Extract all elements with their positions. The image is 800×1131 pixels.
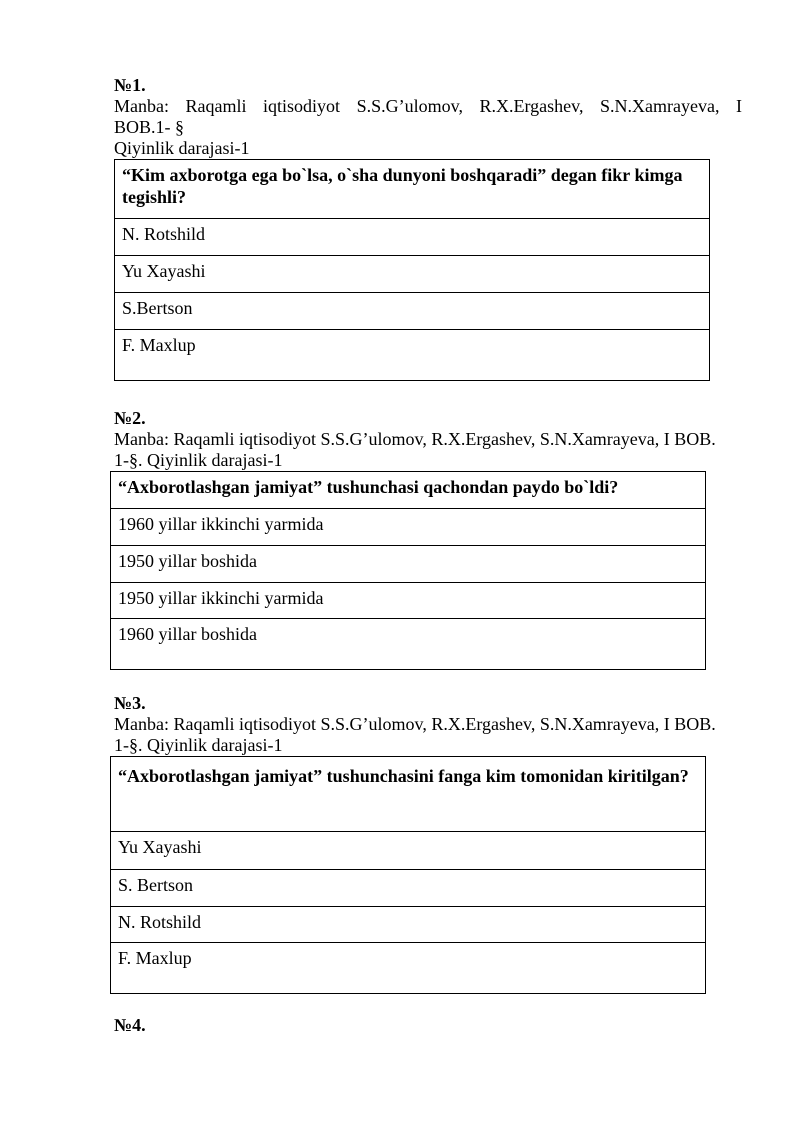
question-source bbox=[110, 714, 742, 756]
answer-option[interactable]: Yu Xayashi bbox=[115, 255, 709, 292]
answer-option[interactable]: S. Bertson bbox=[111, 869, 705, 906]
question-source bbox=[110, 429, 742, 471]
answer-option[interactable]: Yu Xayashi bbox=[111, 831, 705, 869]
answer-option[interactable]: N. Rotshild bbox=[111, 906, 705, 942]
question-text: “Axborotlashgan jamiyat” tushunchasi qachondan paydo bo`ldi? bbox=[118, 477, 619, 497]
answer-table bbox=[110, 756, 706, 994]
source-line: BOB.1- § bbox=[114, 117, 185, 137]
answer-table bbox=[110, 471, 706, 670]
answer-option[interactable]: 1960 yillar boshida bbox=[111, 618, 705, 669]
question-number: №4. bbox=[114, 1015, 146, 1035]
answer-option[interactable]: 1950 yillar boshida bbox=[111, 545, 705, 582]
difficulty-line: Qiyinlik darajasi-1 bbox=[114, 138, 250, 158]
question-block-2 bbox=[110, 408, 742, 670]
question-number: №2. bbox=[114, 408, 146, 428]
answer-option[interactable]: F. Maxlup bbox=[111, 942, 705, 993]
source-line: 1-§. Qiyinlik darajasi-1 bbox=[114, 735, 283, 755]
question-number: №3. bbox=[114, 693, 146, 713]
question-block-4 bbox=[114, 1015, 742, 1036]
question-source bbox=[114, 96, 742, 159]
question-text: “Axborotlashgan jamiyat” tushunchasini fanga kim tomonidan kiritilgan? bbox=[118, 766, 689, 786]
source-line: 1-§. Qiyinlik darajasi-1 bbox=[114, 450, 283, 470]
question-block-1 bbox=[114, 75, 742, 381]
answer-option[interactable]: S.Bertson bbox=[115, 292, 709, 329]
answer-option[interactable]: 1960 yillar ikkinchi yarmida bbox=[111, 508, 705, 545]
question-block-3 bbox=[110, 693, 742, 994]
answer-table bbox=[114, 159, 710, 381]
source-line: Manba: Raqamli iqtisodiyot S.S.G’ulomov, R.X.Ergashev, S.N.Xamrayeva, I bbox=[114, 96, 742, 116]
question-text: “Kim axborotga ega bo`lsa, o`sha dunyoni boshqaradi” degan fikr kimga tegishli? bbox=[122, 165, 683, 207]
answer-option[interactable]: 1950 yillar ikkinchi yarmida bbox=[111, 582, 705, 618]
answer-option[interactable]: N. Rotshild bbox=[115, 218, 709, 255]
answer-option[interactable]: F. Maxlup bbox=[115, 329, 709, 380]
source-line: Manba: Raqamli iqtisodiyot S.S.G’ulomov, R.X.Ergashev, S.N.Xamrayeva, I BOB. bbox=[114, 714, 716, 734]
source-line: Manba: Raqamli iqtisodiyot S.S.G’ulomov, R.X.Ergashev, S.N.Xamrayeva, I BOB. bbox=[114, 429, 716, 449]
question-number: №1. bbox=[114, 75, 146, 95]
